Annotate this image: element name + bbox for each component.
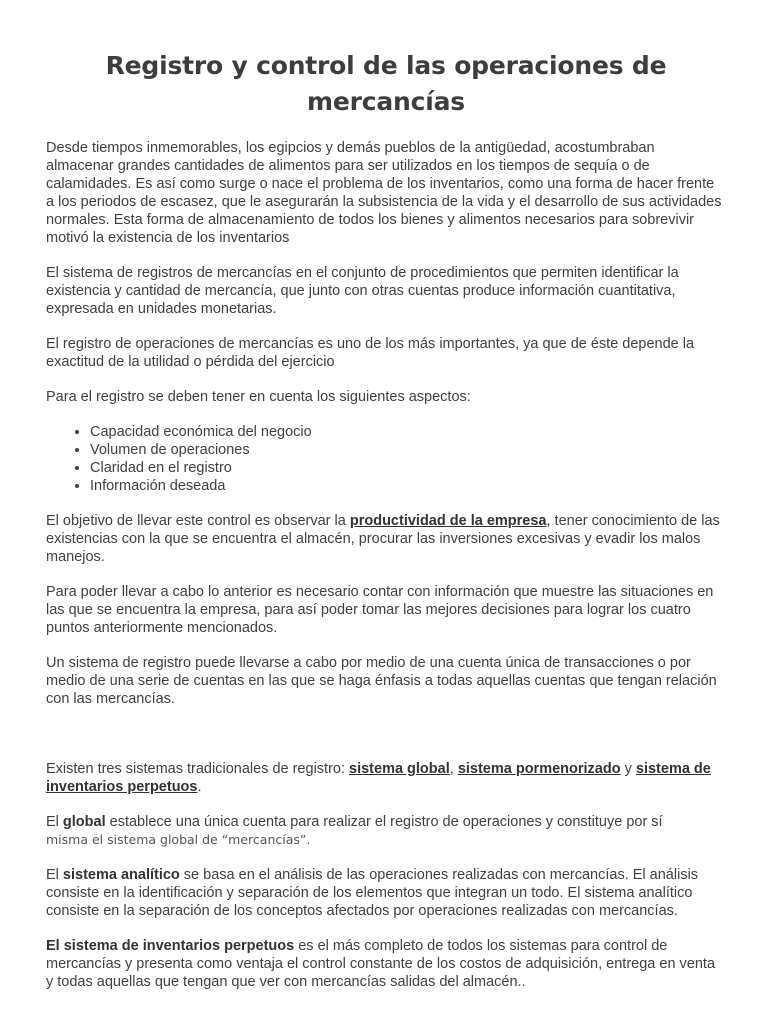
- paragraph-importance: El registro de operaciones de mercancías es uno de los más importantes, ya que de éste depende la exactitud de la utilidad o pérdida del ejercicio: [46, 336, 695, 370]
- text-span: y: [620, 761, 636, 777]
- text-span: Existen tres sistemas tradicionales de registro:: [46, 761, 350, 777]
- text-span: , tener conocimiento de las existencias con la que se encuentra el almacén, procurar las inversiones excesivas y evadir los malos manejos.: [46, 513, 720, 565]
- sistema-global-link[interactable]: sistema global: [349, 761, 450, 777]
- text-span: El objetivo de llevar este control es observar la: [46, 513, 350, 529]
- paragraph-history: Desde tiempos inmemorables, los egipcios y demás pueblos de la antigüedad, acostumbraban almacenar grandes cantidades de alimentos para ser utilizados en los tiempos de sequía o de calamidades. Es así como surge o nace el problema de los inventarios, como una forma de hacer frente a los periodos de escasez, que le asegurarán la subsistencia de la vida y el desarrollo de sus actividades normales. Esta forma de almacenamiento de todos los bienes y alimentos necesarios para sobrevivir motivó la existencia de los inventarios: [46, 140, 722, 246]
- text-span: es el más completo de todos los sistemas para control de mercancías y presenta como ventaja el control constante de los costos de adquisición, entrega en venta y todas aquellas que tengan que ver con mercancías salidas del almacén..: [46, 938, 716, 990]
- productividad-link[interactable]: productividad de la empresa: [349, 513, 547, 529]
- text-span: establece una única cuenta para realizar el registro de operaciones y constituye por sí: [105, 814, 663, 830]
- spacer: [46, 725, 726, 760]
- bold-term: global: [62, 814, 106, 830]
- sistema-inventarios-perpetuos-link[interactable]: sistema de inventarios perpetuos: [46, 761, 711, 795]
- text-span: misma el sistema global de “mercancías”.: [46, 832, 311, 847]
- bold-term: El sistema de inventarios perpetuos: [46, 938, 295, 954]
- paragraph-three-systems: [46, 760, 726, 796]
- paragraph-register-system: Un sistema de registro puede llevarse a cabo por medio de una cuenta única de transacciones o por medio de una serie de cuentas en las que se haga énfasis a todas aquellas cuentas que tengan relación con las mercancías.: [46, 655, 717, 707]
- text-span: se basa en el análisis de las operaciones realizadas con mercancías. El análisis consiste en la identificación y separación de los elementos que integran un todo. El sistema analítico consiste en la separación de los conceptos afectados por operaciones realizadas con mercancías.: [46, 867, 699, 919]
- text-span: .: [197, 779, 202, 795]
- paragraph-global: [46, 813, 726, 849]
- list-item: • Claridad en el registro: [90, 459, 726, 477]
- page-title: Registro y control de las operaciones de mercancías: [105, 51, 667, 116]
- list-item: • Información deseada: [90, 477, 726, 495]
- paragraph-analitico: [46, 866, 726, 920]
- paragraph-perpetuos: [46, 937, 726, 991]
- paragraph-information: Para poder llevar a cabo lo anterior es necesario contar con información que muestre las situaciones en las que se encuentra la empresa, para así poder tomar las mejores decisiones para lograr los cuatro puntos anteriormente mencionados.: [46, 584, 714, 636]
- sistema-pormenorizado-link[interactable]: sistema pormenorizado: [457, 761, 621, 777]
- text-span: ,: [449, 761, 458, 777]
- document-page: [46, 48, 726, 1008]
- list-item: • Capacidad económica del negocio: [90, 423, 726, 441]
- aspects-list: [46, 423, 726, 495]
- bold-term: sistema analítico: [62, 867, 180, 883]
- text-span: El: [46, 867, 63, 883]
- list-item: • Volumen de operaciones: [90, 441, 726, 459]
- paragraph-aspects-intro: Para el registro se deben tener en cuenta los siguientes aspectos:: [46, 389, 471, 405]
- paragraph-objective: [46, 512, 726, 566]
- text-span: El: [46, 814, 63, 830]
- paragraph-definition: El sistema de registros de mercancías en el conjunto de procedimientos que permiten identificar la existencia y cantidad de mercancía, que junto con otras cuentas produce información cuantitativa, expresada en unidades monetarias.: [46, 265, 679, 317]
